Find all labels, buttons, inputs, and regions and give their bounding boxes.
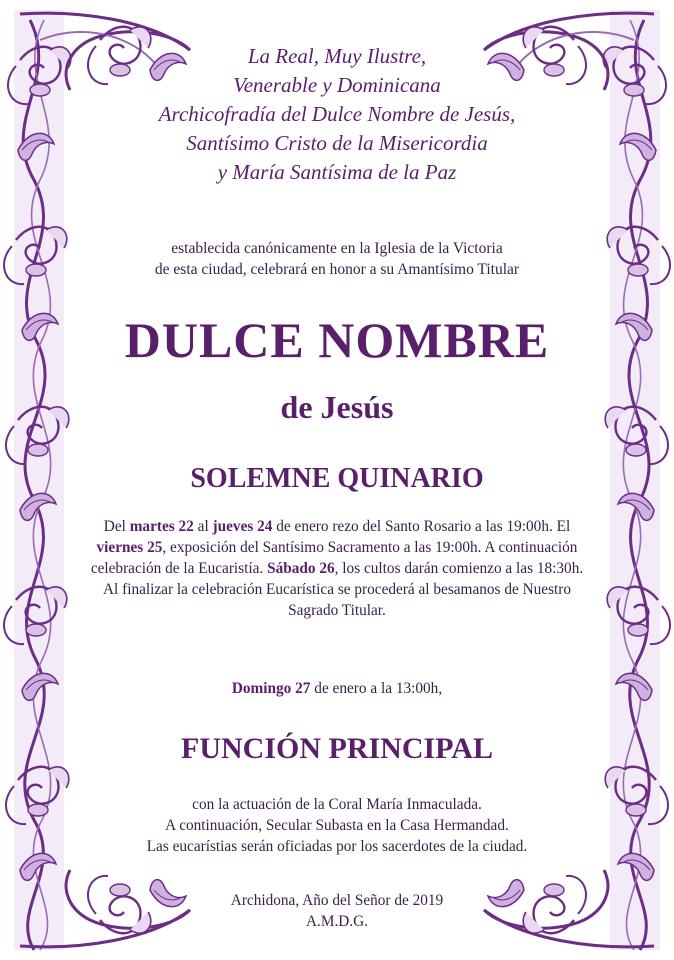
heading-line: y María Santísima de la Paz — [217, 160, 457, 184]
funcion-line: Las eucarístias serán oficiadas por los sacerdotes de la ciudad. — [146, 838, 528, 855]
quinario-text: , los cultos darán comienzo a las 18:30h. Al finalizar la celebración Eucarística se procederá al besamanos de Nuestro Sagrado Titular. — [102, 560, 584, 619]
heading-line: Venerable y Dominicana — [233, 73, 441, 97]
main-title: DULCE NOMBRE — [124, 312, 550, 368]
intro-line: de esta ciudad, celebrará en honor a su Amantísimo Titular — [154, 261, 520, 278]
brotherhood-heading — [70, 42, 604, 187]
sunday-date: Domingo 27 — [231, 680, 311, 697]
funcion-title: FUNCIÓN PRINCIPAL — [181, 732, 493, 765]
quinario-title: SOLEMNE QUINARIO — [190, 463, 484, 494]
sunday-text: de enero a la 13:00h, — [310, 680, 443, 697]
funcion-line: con la actuación de la Coral María Inmaculada. — [192, 796, 482, 813]
quinario-text: de enero rezo del Santo Rosario a las 19:00h. El — [272, 518, 571, 535]
heading-line: La Real, Muy Ilustre, — [247, 44, 427, 68]
quinario-date: Sábado 26 — [267, 560, 335, 577]
funcion-description — [70, 794, 604, 857]
quinario-text: Del — [103, 518, 130, 535]
footer-motto: A.M.D.G. — [305, 913, 369, 930]
quinario-text: al — [193, 518, 213, 535]
sunday-line — [70, 678, 604, 699]
heading-line: Archicofradía del Dulce Nombre de Jesús, — [158, 102, 516, 126]
heading-line: Santísimo Cristo de la Misericordia — [186, 131, 488, 155]
right-border — [603, 10, 670, 950]
quinario-date: jueves 24 — [212, 518, 273, 535]
footer — [70, 890, 604, 932]
intro-text — [70, 238, 604, 280]
quinario-date: viernes 25 — [96, 539, 163, 556]
quinario-description — [84, 516, 590, 621]
left-border — [4, 10, 71, 950]
main-subtitle: de Jesús — [280, 389, 394, 425]
footer-place-date: Archidona, Año del Señor de 2019 — [230, 892, 444, 909]
quinario-text: , exposición del Santísimo Sacramento a las 19:00h. A continuación celebración de la Eucaristía. — [90, 539, 578, 577]
intro-line: establecida canónicamente en la Iglesia de la Victoria — [171, 240, 503, 257]
funcion-line: A continuación, Secular Subasta en la Casa Hermandad. — [165, 817, 509, 834]
quinario-date: martes 22 — [129, 518, 194, 535]
